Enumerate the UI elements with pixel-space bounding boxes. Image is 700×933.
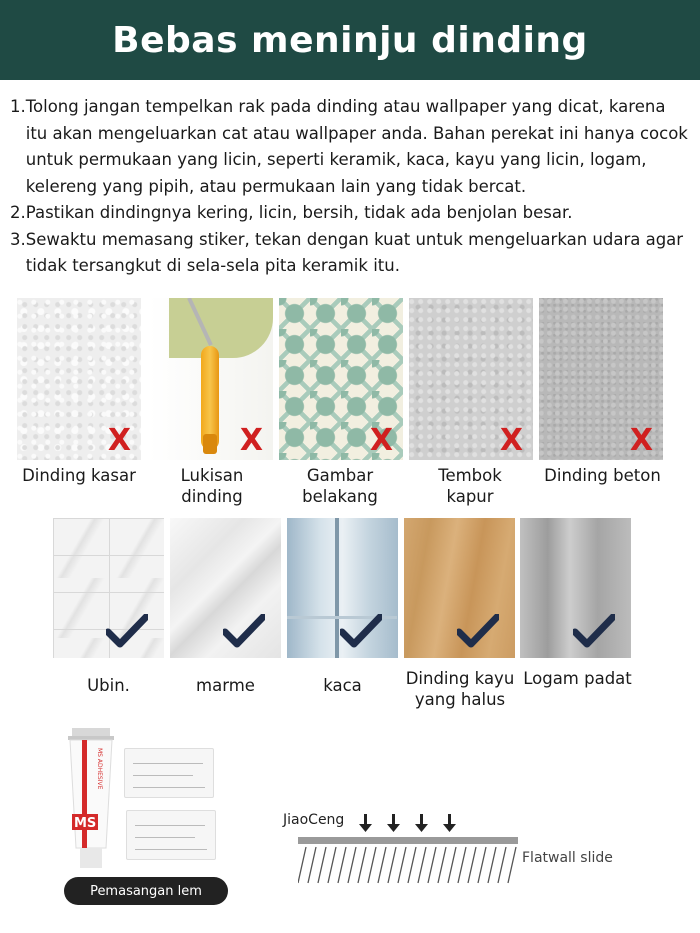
tube-text: MS ADHESIVE — [96, 748, 103, 790]
instruction-number: 2. — [10, 203, 26, 222]
flat-wall-diagram — [298, 837, 520, 885]
installation-badge: Pemasangan lem — [64, 877, 228, 905]
surface-tile-image — [53, 518, 164, 658]
surface-label: Dinding kayu yang halus — [405, 669, 515, 709]
surface-rough-wall-image — [17, 298, 141, 460]
surface-lime-wall-image — [409, 298, 533, 460]
check-icon — [223, 614, 265, 648]
instruction-item — [10, 200, 690, 227]
surface-concrete-wall-image — [539, 298, 663, 460]
check-icon — [106, 614, 148, 648]
surface-wallpaper-image — [279, 298, 403, 460]
instruction-item — [10, 94, 690, 200]
cross-icon: X — [499, 423, 523, 458]
sheet-line — [135, 825, 205, 826]
cross-icon: X — [629, 423, 653, 458]
surface-marble-image — [170, 518, 281, 658]
sheet-line — [133, 775, 193, 776]
surface-painted-wall-image — [149, 298, 273, 460]
diagram-label-top: JiaoCeng — [283, 812, 345, 828]
instructions-list — [10, 94, 690, 280]
instruction-number: 1. — [10, 97, 26, 116]
instruction-item — [10, 227, 690, 280]
tube-logo: MS — [74, 816, 97, 831]
surface-label: Logam padat — [523, 669, 632, 688]
roller-end — [203, 434, 217, 454]
check-icon — [457, 614, 499, 648]
instruction-text: Tolong jangan tempelkan rak pada dinding atau wallpaper yang dicat, karena itu akan mengeluarkan cat atau wallpaper anda. Bahan perekat ini hanya cocok untuk permukaan yang licin, seperti keramik, kaca, kayu yang licin, logam, kelereng yang pipih, atau permukaan lain yang tidak bercat. — [25, 97, 688, 196]
surface-label: Dinding kasar — [22, 466, 136, 485]
check-icon — [340, 614, 382, 648]
instruction-sheet — [124, 748, 214, 798]
surface-label: Ubin. — [87, 676, 130, 695]
surface-label: marme — [196, 676, 255, 695]
surface-label: Lukisan dinding — [180, 466, 244, 506]
instruction-sheets-image — [124, 748, 224, 864]
diagram-label-right: Flatwall slide — [522, 850, 613, 866]
surface-wood-image — [404, 518, 515, 658]
paint-area — [169, 298, 273, 358]
press-arrows-icon — [356, 812, 466, 836]
cross-icon: X — [239, 423, 263, 458]
surface-label: Tembok kapur — [438, 466, 502, 506]
adhesive-tube-image — [68, 728, 114, 870]
instruction-number: 3. — [10, 229, 26, 249]
surface-label: Gambar belakang — [302, 466, 378, 506]
surface-metal-image — [520, 518, 631, 658]
sheet-line — [133, 787, 205, 788]
sheet-line — [133, 763, 203, 764]
instruction-text: Sewaktu memasang stiker, tekan dengan kuat untuk mengeluarkan udara agar tidak tersangkut di sela-sela pita keramik itu. — [25, 229, 684, 275]
check-icon — [573, 614, 615, 648]
glass-frame — [335, 518, 339, 658]
instruction-text: Pastikan dindingnya kering, licin, bersih, tidak ada benjolan besar. — [25, 203, 573, 222]
cross-icon: X — [369, 423, 393, 458]
surface-label: kaca — [323, 676, 362, 695]
instruction-sheet — [126, 810, 216, 860]
header-banner — [0, 0, 700, 80]
sheet-line — [135, 849, 207, 850]
surface-glass-image — [287, 518, 398, 658]
cross-icon: X — [107, 423, 131, 458]
surface-label: Dinding beton — [544, 466, 661, 485]
page-title: Bebas meninju dinding — [112, 19, 588, 61]
sheet-line — [135, 837, 195, 838]
